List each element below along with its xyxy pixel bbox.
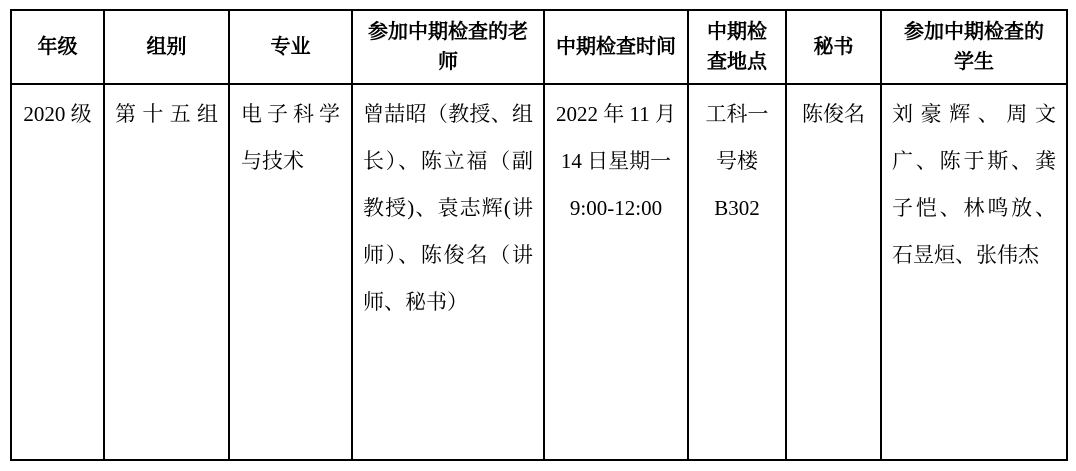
cell-group: 第十五组 xyxy=(104,84,229,460)
header-cell-major: 专业 xyxy=(229,10,352,84)
cell-location: 工科一号楼 B302 xyxy=(688,84,786,460)
cell-teachers: 曾喆昭（教授、组长）、陈立福（副教授)、袁志辉(讲师）、陈俊名（讲师、秘书） xyxy=(352,84,544,460)
header-cell-grade: 年级 xyxy=(11,10,104,84)
header-cell-students: 参加中期检查的学生 xyxy=(881,10,1067,84)
header-cell-location: 中期检查地点 xyxy=(688,10,786,84)
cell-students: 刘豪辉、周文广、陈于斯、龚子恺、林鸣放、石昱烜、张伟杰 xyxy=(881,84,1067,460)
cell-time: 2022 年 11 月 14 日星期一 9:00-12:00 xyxy=(544,84,688,460)
header-cell-time: 中期检查时间 xyxy=(544,10,688,84)
cell-major: 电子科学与技术 xyxy=(229,84,352,460)
header-cell-group: 组别 xyxy=(104,10,229,84)
midterm-check-schedule-table xyxy=(10,9,1068,461)
cell-secretary: 陈俊名 xyxy=(786,84,881,460)
header-cell-secretary: 秘书 xyxy=(786,10,881,84)
table-header-row xyxy=(11,10,1067,84)
table-row xyxy=(11,84,1067,460)
header-cell-teachers: 参加中期检查的老师 xyxy=(352,10,544,84)
cell-grade: 2020 级 xyxy=(11,84,104,460)
